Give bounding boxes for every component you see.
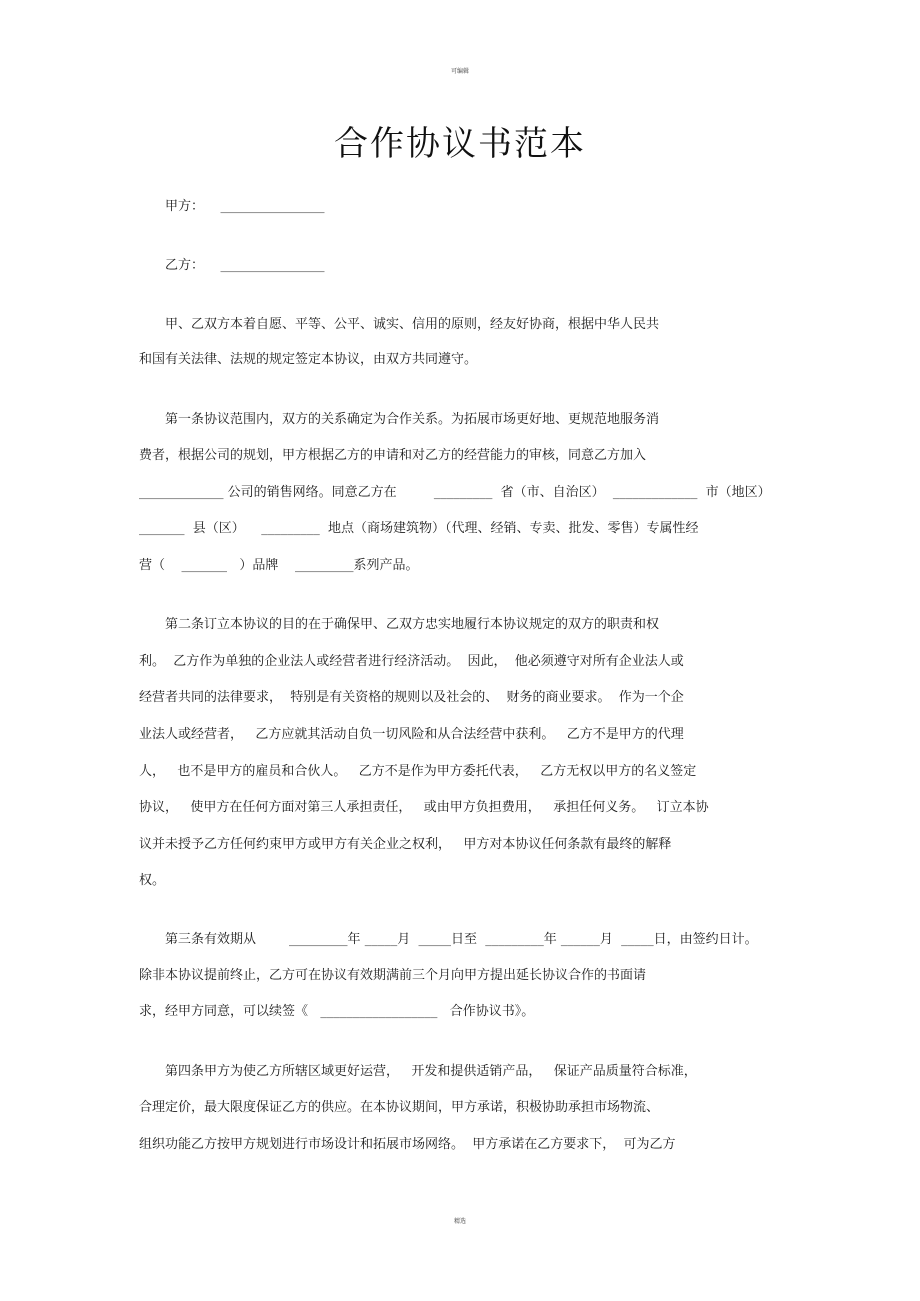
document-title: 合作协议书范本 bbox=[334, 124, 586, 164]
article1-line: _____________ 公司的销售网络。同意乙方在 _________ 省（市、自治区） _____________ 市（地区） bbox=[139, 485, 771, 500]
article3-line: 除非本协议提前终止，乙方可在协议有效期满前三个月向甲方提出延长协议合作的书面请 bbox=[139, 968, 647, 983]
intro-line: 和国有关法律、法规的规定签定本协议，由双方共同遵守。 bbox=[139, 352, 478, 367]
article2-line: 业法人或经营者， 乙方应就其活动自负一切风险和从合法经营中获利。 乙方不是甲方的代理 bbox=[139, 727, 684, 742]
article3-line: 第三条有效期从 _________年 _____月 _____日至 _________年 ______月 _____日，由签约日计。 bbox=[165, 932, 758, 947]
intro-line: 甲、乙双方本着自愿、平等、公平、诚实、信用的原则，经友好协商，根据中华人民共 bbox=[165, 317, 660, 332]
article1-line: 费者，根据公司的规划，甲方根据乙方的申请和对乙方的经营能力的审核，同意乙方加入 bbox=[139, 448, 647, 463]
article3-line: 求，经甲方同意，可以续签《 __________________ 合作协议书》。 bbox=[139, 1004, 535, 1019]
article4-line: 第四条甲方为使乙方所辖区域更好运营， 开发和提供适销产品， 保证产品质量符合标准， bbox=[165, 1064, 697, 1079]
article2-line: 人， 也不是甲方的雇员和合伙人。 乙方不是作为甲方委托代表， 乙方无权以甲方的名义签定 bbox=[139, 764, 697, 779]
article2-line: 议并未授予乙方任何约束甲方或甲方有关企业之权利， 甲方对本协议任何条款有最终的解释 bbox=[139, 837, 672, 852]
article1-line: 第一条协议范围内，双方的关系确定为合作关系。为拓展市场更好地、更规范地服务消 bbox=[165, 412, 660, 427]
article2-line: 协议， 使甲方在任何方面对第三人承担责任， 或由甲方负担费用， 承担任何义务。 订立本协 bbox=[139, 800, 709, 815]
article2-line: 经营者共同的法律要求， 特别是有关资格的规则以及社会的、 财务的商业要求。 作为一个企 bbox=[139, 690, 684, 705]
article1-line: _______ 县（区） _________ 地点（商场建筑物）（代理、经销、专卖、批发、零售）专属性经 bbox=[139, 521, 699, 536]
article2-line: 利。 乙方作为单独的企业法人或经营者进行经济活动。 因此， 他必须遵守对所有企业法人或 bbox=[139, 654, 684, 669]
party-b-field: 乙方： ________________ bbox=[165, 258, 325, 273]
article4-line: 组织功能乙方按甲方规划进行市场设计和拓展市场网络。 甲方承诺在乙方要求下， 可为乙方 bbox=[139, 1137, 676, 1152]
article2-line: 第二条订立本协议的目的在于确保甲、乙双方忠实地履行本协议规定的双方的职责和权 bbox=[165, 617, 660, 632]
article4-line: 合理定价，最大限度保证乙方的供应。在本协议期间，甲方承诺，积极协助承担市场物流、 bbox=[139, 1100, 660, 1115]
page-header-note: 可编辑 bbox=[450, 68, 469, 75]
page-footer-note: 精选 bbox=[453, 1218, 466, 1225]
article1-line: 营（ _______ ）品牌 _________系列产品。 bbox=[139, 558, 419, 573]
party-a-field: 甲方： ________________ bbox=[165, 199, 325, 214]
article2-line: 权。 bbox=[139, 873, 166, 888]
